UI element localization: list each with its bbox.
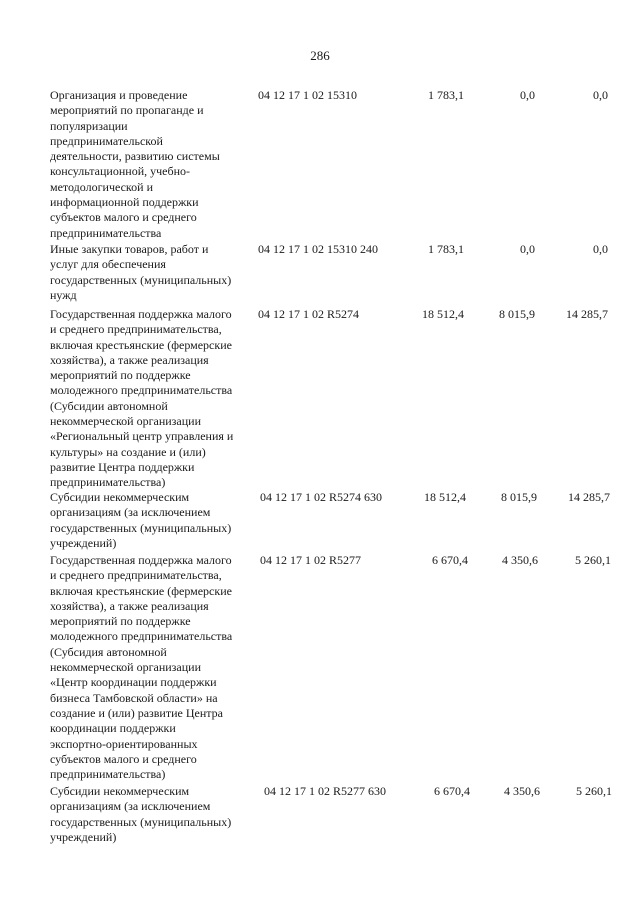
row-description: Государственная поддержка малого и среднего предпринимательства, включая крестьянские (фермерские хозяйства), а также реализация мероприятий по поддержке молодежного предпринимательства (Субсидия автономной некоммерческой организации «Центр координации поддержки бизнеса Тамбовской области» на создание и (или) развитие Центра координации поддержки экспортно-ориентированных субъектов малого и среднего предпринимательства) [50, 553, 233, 782]
row-value-2: 8 015,9 [499, 307, 535, 321]
row-code: 04 12 17 1 02 R5274 630 [260, 490, 383, 504]
row-value-2: 0,0 [520, 242, 535, 256]
row-code: 04 12 17 1 02 15310 [258, 88, 357, 102]
row-description: Иные закупки товаров, работ и услуг для обеспечения государственных (муниципальных) нужд [50, 242, 232, 302]
row-description: Государственная поддержка малого и среднего предпринимательства, включая крестьянские (фермерские хозяйства), а также реализация мероприятий по поддержке молодежного предпринимательства (Субсидии автономной некоммерческой организации «Региональный центр управления и культуры» на создание и (или) развитие Центра поддержки предпринимательства) [50, 307, 234, 490]
row-value-2: 4 350,6 [502, 553, 538, 567]
row-value-1: 18 512,4 [422, 307, 464, 321]
row-value-1: 6 670,4 [432, 553, 468, 567]
row-value-3: 14 285,7 [566, 307, 608, 321]
row-value-2: 0,0 [520, 88, 535, 102]
row-value-1: 6 670,4 [434, 784, 470, 798]
row-value-2: 4 350,6 [504, 784, 540, 798]
row-value-1: 1 783,1 [428, 88, 464, 102]
row-description: Организация и проведение мероприятий по пропаганде и популяризации предпринимательской деятельности, развитию системы консультационной, учебно- методологической и информационной поддержки субъектов малого и среднего предпринимательства [50, 88, 220, 240]
row-code: 04 12 17 1 02 R5277 630 [264, 784, 387, 798]
page-number: 286 [310, 48, 330, 63]
row-code: 04 12 17 1 02 15310 240 [258, 242, 378, 256]
row-value-3: 14 285,7 [568, 490, 610, 504]
row-description: Субсидии некоммерческим организациям (за исключением государственных (муниципальных) учреждений) [50, 490, 232, 550]
row-value-3: 5 260,1 [576, 784, 612, 798]
row-value-3: 0,0 [593, 242, 608, 256]
row-description: Субсидии некоммерческим организациям (за исключением государственных (муниципальных) учреждений) [50, 784, 232, 844]
row-value-1: 18 512,4 [424, 490, 466, 504]
row-code: 04 12 17 1 02 R5274 [258, 307, 360, 321]
row-code: 04 12 17 1 02 R5277 [260, 553, 362, 567]
row-value-3: 5 260,1 [575, 553, 611, 567]
row-value-3: 0,0 [593, 88, 608, 102]
row-value-2: 8 015,9 [501, 490, 537, 504]
row-value-1: 1 783,1 [428, 242, 464, 256]
